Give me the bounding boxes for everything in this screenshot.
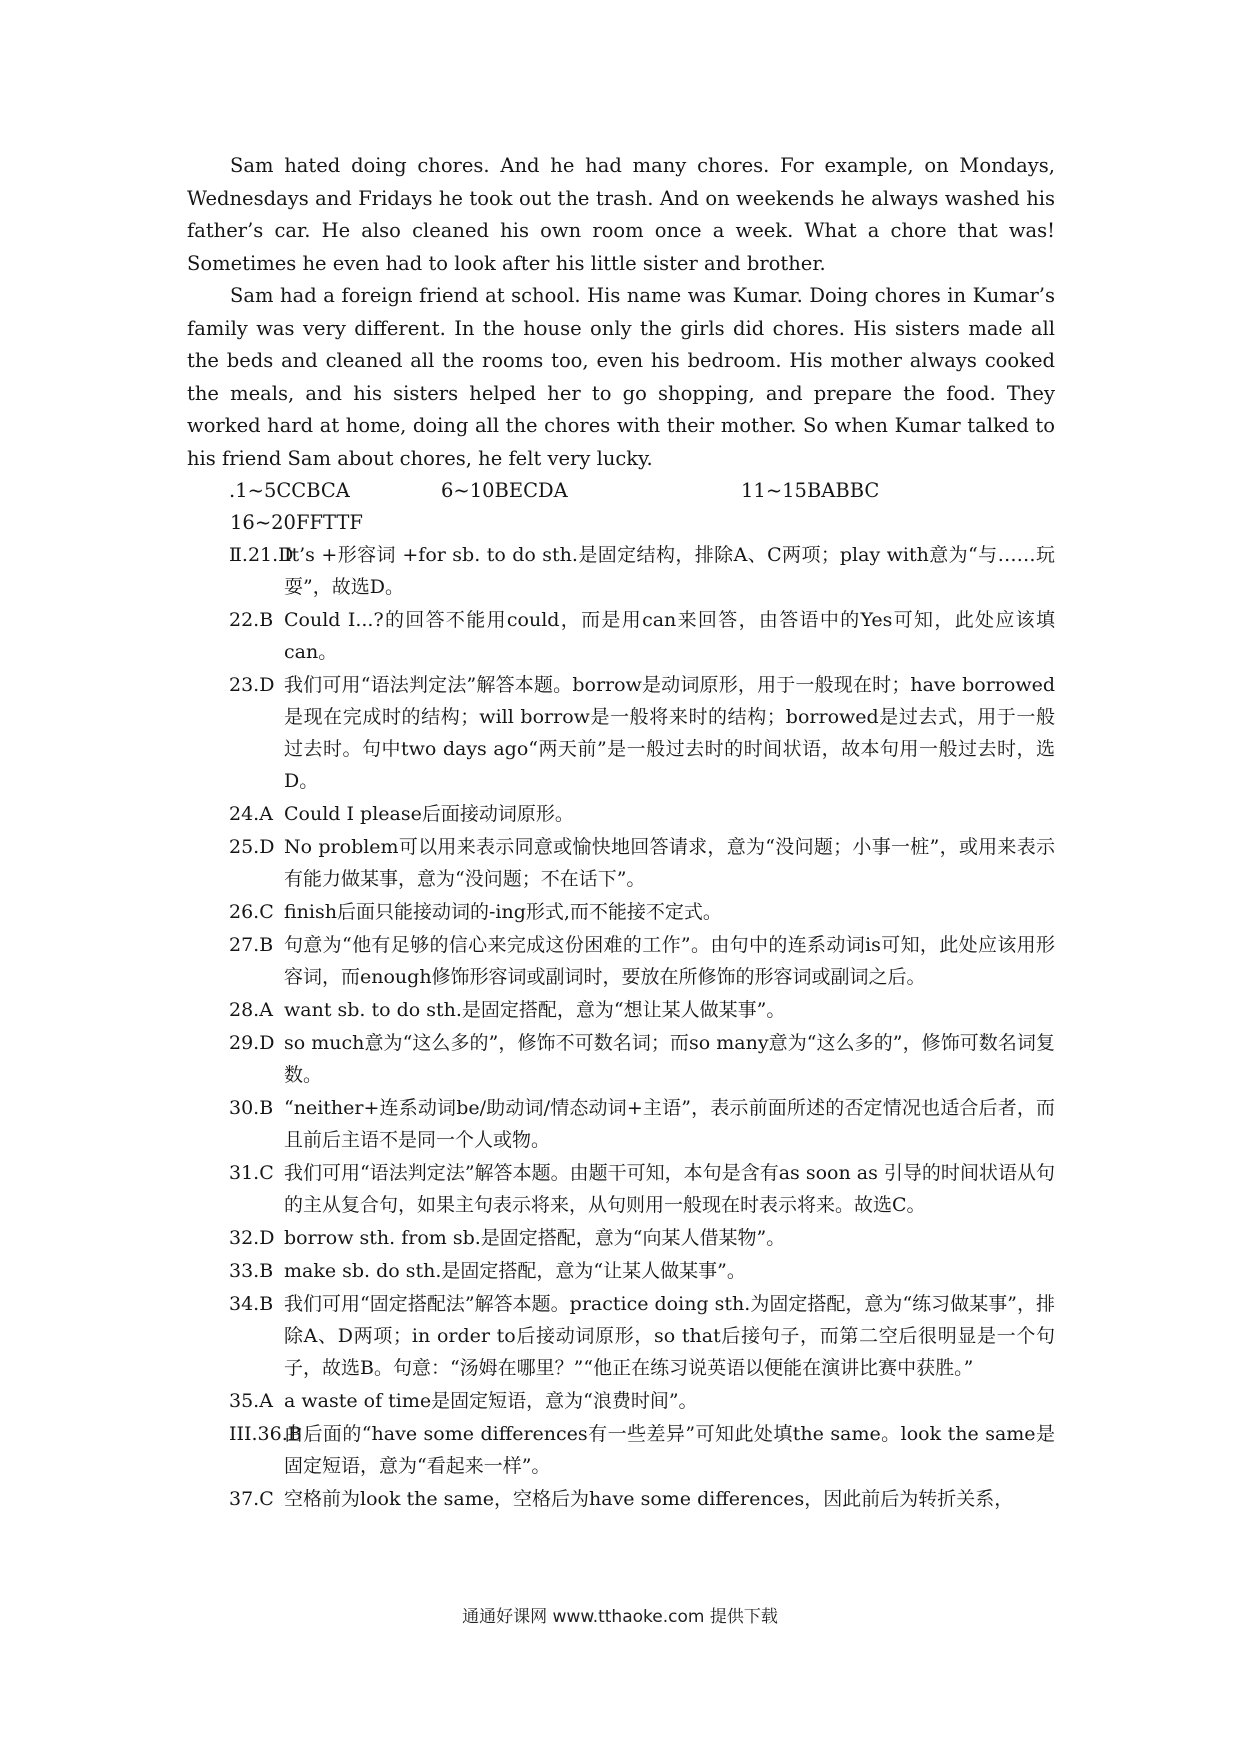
- explanation-item: [187, 539, 1055, 603]
- item-explanation: 句意为“他有足够的信心来完成这份困难的工作”。由句中的连系动词is可知，此处应该用形容词，而enough修饰形容词或副词时，要放在所修饰的形容词或副词之后。: [284, 934, 1055, 988]
- item-number: 25.D: [229, 836, 275, 858]
- explanation-item: [187, 896, 1055, 928]
- item-explanation: Could I...?的回答不能用could，而是用can来回答，由答语中的Yes可知，此处应该填can。: [284, 609, 1055, 663]
- item-explanation: a waste of time是固定短语，意为“浪费时间”。: [284, 1390, 698, 1412]
- explanation-item: [187, 929, 1055, 993]
- explanation-item: [187, 1092, 1055, 1156]
- answer-key-row-2: [187, 507, 1055, 539]
- item-number: 32.D: [229, 1227, 275, 1249]
- item-number: 23.D: [229, 674, 275, 696]
- item-number: 24.A: [229, 803, 273, 825]
- item-number: 29.D: [229, 1032, 275, 1054]
- item-explanation: It’s +形容词 +for sb. to do sth.是固定结构，排除A、C两项；play with意为“与……玩耍”，故选D。: [284, 544, 1055, 598]
- explanation-item: [187, 1157, 1055, 1221]
- explanation-item: [187, 1027, 1055, 1091]
- item-explanation: 我们可用“语法判定法”解答本题。borrow是动词原形，用于一般现在时；have borrowed是现在完成时的结构；will borrow是一般将来时的结构；borrowed是过去式，用于一般过去时。句中two days ago“两天前”是一般过去时的时间状语，故本句用一般过去时，选D。: [284, 674, 1055, 792]
- item-explanation: Could I please后面接动词原形。: [284, 803, 574, 825]
- item-number: 37.C: [229, 1488, 274, 1510]
- explanation-item: [187, 1222, 1055, 1254]
- explanation-item: [187, 1418, 1055, 1482]
- item-explanation: so much意为“这么多的”，修饰不可数名词；而so many意为“这么多的”，修饰可数名词复数。: [284, 1032, 1055, 1086]
- explanation-item: [187, 798, 1055, 830]
- item-number: Ⅱ.21.D: [229, 544, 294, 566]
- item-explanation: 我们可用“语法判定法”解答本题。由题干可知，本句是含有as soon as 引导的时间状语从句的主从复合句，如果主句表示将来，从句则用一般现在时表示将来。故选C。: [284, 1162, 1055, 1216]
- item-explanation: “neither+连系动词be/助动词/情态动词+主语”，表示前面所述的否定情况也适合后者，而且前后主语不是同一个人或物。: [284, 1097, 1055, 1151]
- item-explanation: finish后面只能接动词的-ing形式,而不能接不定式。: [284, 901, 722, 923]
- answer-key-11-15: 11~15BABBC: [741, 479, 880, 502]
- explanation-item: [187, 1483, 1055, 1515]
- item-explanation: No problem可以用来表示同意或愉快地回答请求，意为“没问题；小事一桩”，或用来表示有能力做某事，意为“没问题；不在话下”。: [284, 836, 1055, 890]
- answer-key-1-5: .1~5CCBCA: [229, 479, 350, 502]
- item-number: 30.B: [229, 1097, 274, 1119]
- item-number: 34.B: [229, 1293, 274, 1315]
- item-number: 35.A: [229, 1390, 273, 1412]
- explanation-item: [187, 994, 1055, 1026]
- answer-key-row-1: [187, 475, 1055, 507]
- explanation-item: [187, 831, 1055, 895]
- explanation-item: [187, 1385, 1055, 1417]
- item-number: 33.B: [229, 1260, 274, 1282]
- item-number: 26.C: [229, 901, 274, 923]
- passage-paragraph-1: Sam hated doing chores. And he had many chores. For example, on Mondays, Wednesdays and Fridays he took out the trash. And on weekends he always washed his father’s car. He also cleaned his own room once a week. What a chore that was! Sometimes he even had to look after his little sister and brother.: [187, 154, 1055, 275]
- answer-key-16-20: 16~20FFTTF: [230, 511, 363, 534]
- answer-key-6-10: 6~10BECDA: [441, 479, 568, 502]
- explanation-list: [187, 539, 1055, 1515]
- footer-watermark: 通通好课网 www.tthaoke.com 提供下载: [462, 1607, 778, 1627]
- explanation-item: [187, 1288, 1055, 1384]
- item-explanation: want sb. to do sth.是固定搭配，意为“想让某人做某事”。: [284, 999, 786, 1021]
- item-number: 31.C: [229, 1162, 274, 1184]
- item-explanation: make sb. do sth.是固定搭配，意为“让某人做某事”。: [284, 1260, 746, 1282]
- passage-paragraph-2: Sam had a foreign friend at school. His name was Kumar. Doing chores in Kumar’s family was very different. In the house only the girls did chores. His sisters made all the beds and cleaned all the rooms too, even his bedroom. His mother always cooked the meals, and his sisters helped her to go shopping, and prepare the food. They worked hard at home, doing all the chores with their mother. So when Kumar talked to his friend Sam about chores, he felt very lucky.: [187, 284, 1055, 470]
- item-number: 22.B: [229, 609, 274, 631]
- document-content: [187, 150, 1055, 1516]
- item-number: 28.A: [229, 999, 273, 1021]
- item-explanation: 我们可用“固定搭配法”解答本题。practice doing sth.为固定搭配，意为“练习做某事”，排除A、D两项；in order to后接动词原形，so that后接句子，而第二空后很明显是一个句子，故选B。句意：“汤姆在哪里？”“他正在练习说英语以便能在演讲比赛中获胜。”: [284, 1293, 1055, 1379]
- item-explanation: 由后面的“have some differences有一些差异”可知此处填the same。look the same是固定短语，意为“看起来一样”。: [284, 1423, 1055, 1477]
- explanation-item: [187, 669, 1055, 797]
- explanation-item: [187, 604, 1055, 668]
- item-explanation: 空格前为look the same，空格后为have some differences，因此前后为转折关系，: [284, 1488, 1014, 1510]
- explanation-item: [187, 1255, 1055, 1287]
- item-number: 27.B: [229, 934, 274, 956]
- item-explanation: borrow sth. from sb.是固定搭配，意为“向某人借某物”。: [284, 1227, 786, 1249]
- item-number: III.36.B: [229, 1423, 302, 1445]
